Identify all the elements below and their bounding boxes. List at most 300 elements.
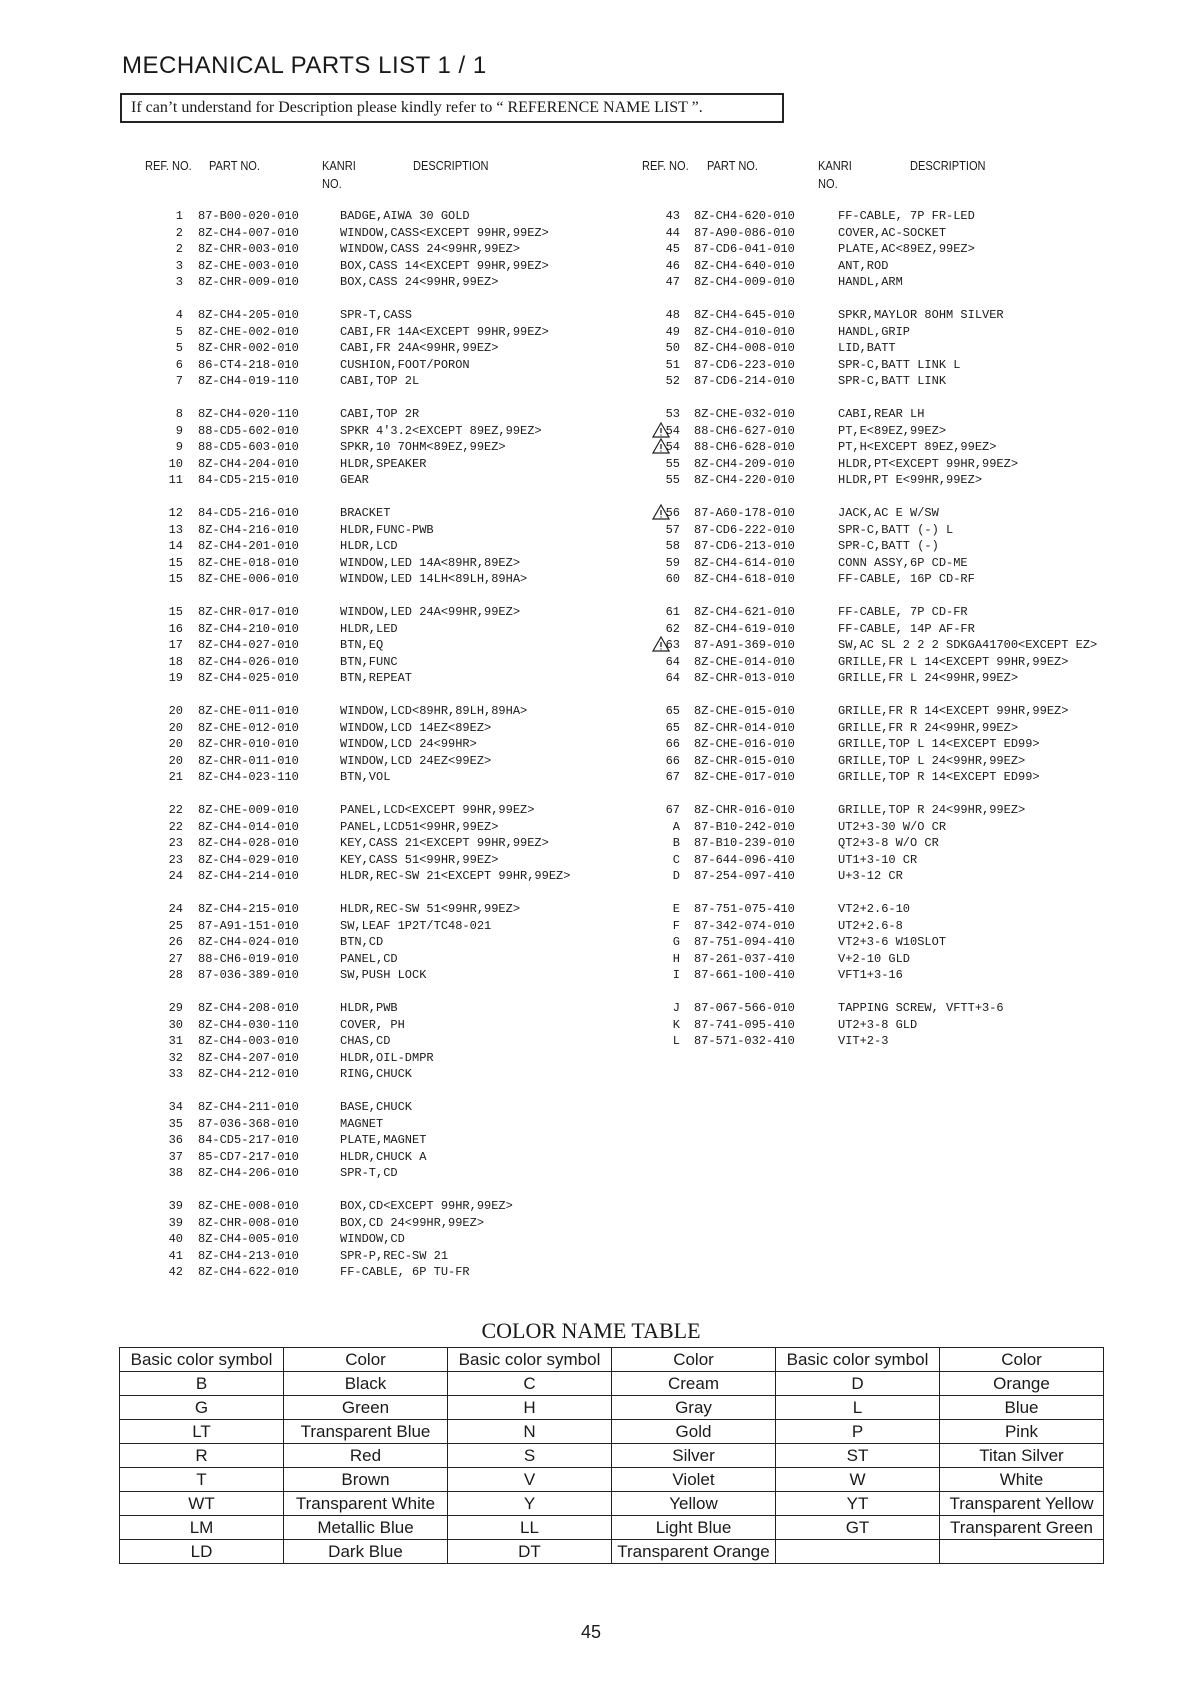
part-no: 8Z-CH4-019-110	[198, 374, 299, 388]
description: WINDOW,LED 14LH<89LH,89HA>	[340, 572, 528, 586]
part-no: 8Z-CH4-640-010	[694, 259, 795, 273]
parts-row	[0, 1248, 1182, 1264]
description: QT2+3-8 W/O CR	[838, 836, 939, 850]
part-no: 8Z-CHR-003-010	[198, 242, 299, 256]
ref-no: 55	[665, 457, 680, 471]
color-name-cell: Transparent Blue	[284, 1420, 448, 1444]
ref-no: 30	[168, 1018, 183, 1032]
ref-no: C	[672, 853, 680, 867]
part-no: 8Z-CH4-645-010	[694, 308, 795, 322]
ref-no: 65	[665, 704, 680, 718]
part-no: 8Z-CH4-620-010	[694, 209, 795, 223]
part-no: 8Z-CHR-008-010	[198, 1216, 299, 1230]
description: VIT+2-3	[838, 1034, 889, 1048]
header-color: Color	[612, 1348, 776, 1372]
part-no: 87-B10-242-010	[694, 820, 795, 834]
color-name-cell: Transparent Green	[940, 1516, 1104, 1540]
parts-row	[0, 1198, 1182, 1214]
ref-no: 50	[665, 341, 680, 355]
part-no: 8Z-CHR-002-010	[198, 341, 299, 355]
header-ref-no: REF. NO.	[642, 158, 689, 173]
color-name-cell: Silver	[612, 1444, 776, 1468]
part-no: 8Z-CH4-007-010	[198, 226, 299, 240]
color-table-row	[120, 1444, 1104, 1468]
description: PLATE,AC<89EZ,99EZ>	[838, 242, 975, 256]
color-name-cell: Cream	[612, 1372, 776, 1396]
color-symbol-cell: LL	[448, 1516, 612, 1540]
ref-no: 53	[665, 407, 680, 421]
description: CABI,TOP 2L	[340, 374, 420, 388]
parts-row	[0, 753, 1182, 769]
description: UT2+2.6-8	[838, 919, 903, 933]
description: BOX,CASS 14<EXCEPT 99HR,99EZ>	[340, 259, 549, 273]
parts-row	[0, 225, 1182, 241]
description: HLDR,FUNC-PWB	[340, 523, 434, 537]
part-no: 88-CH6-628-010	[694, 440, 795, 454]
part-no: 8Z-CH4-204-010	[198, 457, 299, 471]
description: WINDOW,CASS<EXCEPT 99HR,99EZ>	[340, 226, 549, 240]
part-no: 8Z-CH4-024-010	[198, 935, 299, 949]
ref-no: 39	[168, 1216, 183, 1230]
part-no: 8Z-CH4-023-110	[198, 770, 299, 784]
color-name-cell: Pink	[940, 1420, 1104, 1444]
description: FF-CABLE, 6P TU-FR	[340, 1265, 470, 1279]
description: GRILLE,FR L 14<EXCEPT 99HR,99EZ>	[838, 655, 1069, 669]
ref-no: 10	[168, 457, 183, 471]
part-no: 8Z-CH4-622-010	[198, 1265, 299, 1279]
parts-row	[0, 472, 1182, 488]
part-no: 8Z-CHE-003-010	[198, 259, 299, 273]
parts-row	[0, 637, 1182, 653]
ref-no: 20	[168, 754, 183, 768]
description: CABI,FR 14A<EXCEPT 99HR,99EZ>	[340, 325, 549, 339]
color-symbol-cell: LT	[120, 1420, 284, 1444]
ref-no: 32	[168, 1051, 183, 1065]
part-no: 86-CT4-218-010	[198, 358, 299, 372]
color-symbol-cell: L	[776, 1396, 940, 1420]
part-no: 87-CD6-214-010	[694, 374, 795, 388]
ref-no: 22	[168, 820, 183, 834]
color-table-row	[120, 1468, 1104, 1492]
description: VT2+2.6-10	[838, 902, 911, 916]
ref-no: 59	[665, 556, 680, 570]
part-no: 8Z-CH4-030-110	[198, 1018, 299, 1032]
parts-row	[0, 538, 1182, 554]
description: BASE,CHUCK	[340, 1100, 413, 1114]
parts-row	[0, 901, 1182, 917]
description: WINDOW,CD	[340, 1232, 405, 1246]
color-symbol-cell: C	[448, 1372, 612, 1396]
ref-no: 62	[665, 622, 680, 636]
parts-row	[0, 1215, 1182, 1231]
ref-no: 23	[168, 853, 183, 867]
color-table-row	[120, 1540, 1104, 1564]
color-name-cell: Brown	[284, 1468, 448, 1492]
color-symbol-cell: YT	[776, 1492, 940, 1516]
color-name-cell: Gold	[612, 1420, 776, 1444]
parts-row	[0, 1099, 1182, 1115]
color-name-cell: Violet	[612, 1468, 776, 1492]
part-no: 8Z-CHE-018-010	[198, 556, 299, 570]
header-description: DESCRIPTION	[413, 158, 489, 173]
ref-no: 38	[168, 1166, 183, 1180]
color-name-cell: Yellow	[612, 1492, 776, 1516]
ref-no: 67	[665, 770, 680, 784]
parts-row	[0, 1066, 1182, 1082]
description: SPR-C,BATT (-)	[838, 539, 939, 553]
description: BTN,EQ	[340, 638, 384, 652]
ref-no: 42	[168, 1265, 183, 1279]
ref-no: 26	[168, 935, 183, 949]
part-no: 87-261-037-410	[694, 952, 795, 966]
parts-row	[0, 307, 1182, 323]
ref-no: 11	[168, 473, 183, 487]
part-no: 8Z-CH4-009-010	[694, 275, 795, 289]
parts-row	[0, 934, 1182, 950]
ref-no: G	[672, 935, 680, 949]
part-no: 8Z-CHR-014-010	[694, 721, 795, 735]
parts-row	[0, 621, 1182, 637]
header-basic-color-symbol: Basic color symbol	[448, 1348, 612, 1372]
description: HANDL,ARM	[838, 275, 903, 289]
parts-row	[0, 835, 1182, 851]
part-no: 87-571-032-410	[694, 1034, 795, 1048]
ref-no: 4	[175, 308, 183, 322]
color-name-cell: Transparent Yellow	[940, 1492, 1104, 1516]
description: MAGNET	[340, 1117, 384, 1131]
ref-no: 49	[665, 325, 680, 339]
ref-no: 14	[168, 539, 183, 553]
description: BTN,VOL	[340, 770, 391, 784]
description: SW,LEAF 1P2T/TC48-021	[340, 919, 492, 933]
description: SPR-C,BATT LINK	[838, 374, 947, 388]
part-no: 8Z-CH4-205-010	[198, 308, 299, 322]
ref-no: 40	[168, 1232, 183, 1246]
part-no: 8Z-CHE-017-010	[694, 770, 795, 784]
part-no: 87-CD6-213-010	[694, 539, 795, 553]
ref-no: 5	[175, 341, 183, 355]
part-no: 88-CD5-603-010	[198, 440, 299, 454]
ref-no: 25	[168, 919, 183, 933]
header-color: Color	[940, 1348, 1104, 1372]
description: HLDR,SPEAKER	[340, 457, 427, 471]
ref-no: 17	[168, 638, 183, 652]
part-no: 8Z-CH4-025-010	[198, 671, 299, 685]
parts-row	[0, 571, 1182, 587]
part-no: 87-661-100-410	[694, 968, 795, 982]
description: HLDR,REC-SW 21<EXCEPT 99HR,99EZ>	[340, 869, 571, 883]
description: SPR-T,CD	[340, 1166, 398, 1180]
ref-no: 37	[168, 1150, 183, 1164]
description: COVER,AC-SOCKET	[838, 226, 947, 240]
color-name-cell: Metallic Blue	[284, 1516, 448, 1540]
ref-no: 54	[665, 440, 680, 454]
ref-no: 9	[175, 440, 183, 454]
part-no: 87-A90-086-010	[694, 226, 795, 240]
part-no: 87-644-096-410	[694, 853, 795, 867]
parts-row	[0, 604, 1182, 620]
ref-no: 48	[665, 308, 680, 322]
description: FF-CABLE, 7P FR-LED	[838, 209, 975, 223]
ref-no: 39	[168, 1199, 183, 1213]
part-no: 8Z-CHR-017-010	[198, 605, 299, 619]
color-name-cell: Dark Blue	[284, 1540, 448, 1564]
ref-no: 41	[168, 1249, 183, 1263]
part-no: 84-CD5-216-010	[198, 506, 299, 520]
part-no: 8Z-CHR-010-010	[198, 737, 299, 751]
description: FF-CABLE, 16P CD-RF	[838, 572, 975, 586]
part-no: 87-342-074-010	[694, 919, 795, 933]
part-no: 8Z-CH4-614-010	[694, 556, 795, 570]
ref-no: 31	[168, 1034, 183, 1048]
description: BOX,CD<EXCEPT 99HR,99EZ>	[340, 1199, 513, 1213]
ref-no: 64	[665, 671, 680, 685]
parts-row	[0, 522, 1182, 538]
description: FF-CABLE, 7P CD-FR	[838, 605, 968, 619]
color-name-cell: White	[940, 1468, 1104, 1492]
parts-row	[0, 918, 1182, 934]
description: HLDR,LED	[340, 622, 398, 636]
ref-no: 22	[168, 803, 183, 817]
part-no: 8Z-CHE-032-010	[694, 407, 795, 421]
color-name-cell: Orange	[940, 1372, 1104, 1396]
ref-no: 34	[168, 1100, 183, 1114]
parts-row	[0, 1116, 1182, 1132]
ref-no: 16	[168, 622, 183, 636]
part-no: 8Z-CH4-618-010	[694, 572, 795, 586]
ref-no: 13	[168, 523, 183, 537]
description: CABI,TOP 2R	[340, 407, 420, 421]
description: PANEL,LCD<EXCEPT 99HR,99EZ>	[340, 803, 535, 817]
ref-no: 33	[168, 1067, 183, 1081]
description: WINDOW,LCD 24<99HR>	[340, 737, 477, 751]
part-no: 87-B10-239-010	[694, 836, 795, 850]
ref-no: 52	[665, 374, 680, 388]
parts-row	[0, 456, 1182, 472]
description: RING,CHUCK	[340, 1067, 413, 1081]
part-no: 8Z-CH4-029-010	[198, 853, 299, 867]
parts-row	[0, 274, 1182, 290]
ref-no: 15	[168, 556, 183, 570]
description: SPKR,10 7OHM<89EZ,99EZ>	[340, 440, 506, 454]
parts-row	[0, 1264, 1182, 1280]
header-kanri: KANRI	[322, 158, 356, 173]
color-name-cell: Light Blue	[612, 1516, 776, 1540]
color-symbol-cell: P	[776, 1420, 940, 1444]
color-name-cell: Green	[284, 1396, 448, 1420]
ref-no: E	[672, 902, 680, 916]
color-symbol-cell: GT	[776, 1516, 940, 1540]
color-symbol-cell: V	[448, 1468, 612, 1492]
parts-row	[0, 373, 1182, 389]
part-no: 8Z-CH4-028-010	[198, 836, 299, 850]
part-no: 87-036-368-010	[198, 1117, 299, 1131]
parts-row	[0, 1033, 1182, 1049]
description: BOX,CASS 24<99HR,99EZ>	[340, 275, 499, 289]
color-symbol-cell: H	[448, 1396, 612, 1420]
part-no: 8Z-CH4-208-010	[198, 1001, 299, 1015]
description: WINDOW,LCD<89HR,89LH,89HA>	[340, 704, 528, 718]
part-no: 87-B00-020-010	[198, 209, 299, 223]
ref-no: 43	[665, 209, 680, 223]
ref-no: 29	[168, 1001, 183, 1015]
ref-no: 36	[168, 1133, 183, 1147]
color-name-cell: Red	[284, 1444, 448, 1468]
parts-row	[0, 241, 1182, 257]
parts-row	[0, 1017, 1182, 1033]
description: HLDR,PWB	[340, 1001, 398, 1015]
reference-note: If can’t understand for Description please kindly refer to “ REFERENCE NAME LIST ”.	[120, 93, 784, 123]
part-no: 8Z-CH4-014-010	[198, 820, 299, 834]
color-table-row	[120, 1420, 1104, 1444]
part-no: 8Z-CHE-009-010	[198, 803, 299, 817]
part-no: 84-CD5-217-010	[198, 1133, 299, 1147]
parts-row	[0, 802, 1182, 818]
color-name-cell: Transparent White	[284, 1492, 448, 1516]
header-kanri: KANRI	[818, 158, 852, 173]
header-basic-color-symbol: Basic color symbol	[776, 1348, 940, 1372]
parts-row	[0, 736, 1182, 752]
ref-no: F	[672, 919, 680, 933]
color-name-table	[119, 1347, 1104, 1564]
color-table-row	[120, 1396, 1104, 1420]
ref-no: 15	[168, 572, 183, 586]
ref-no: 12	[168, 506, 183, 520]
description: WINDOW,LCD 14EZ<89EZ>	[340, 721, 492, 735]
color-table-row	[120, 1516, 1104, 1540]
part-no: 87-A60-178-010	[694, 506, 795, 520]
ref-no: 57	[665, 523, 680, 537]
description: GRILLE,TOP L 24<99HR,99EZ>	[838, 754, 1026, 768]
ref-no: 20	[168, 737, 183, 751]
ref-no: 27	[168, 952, 183, 966]
description: CUSHION,FOOT/PORON	[340, 358, 470, 372]
ref-no: 61	[665, 605, 680, 619]
parts-row	[0, 258, 1182, 274]
header-kanri-no: NO.	[322, 176, 342, 191]
description: WINDOW,LED 24A<99HR,99EZ>	[340, 605, 521, 619]
part-no: 8Z-CHR-013-010	[694, 671, 795, 685]
part-no: 8Z-CHE-014-010	[694, 655, 795, 669]
part-no: 88-CH6-019-010	[198, 952, 299, 966]
part-no: 87-751-075-410	[694, 902, 795, 916]
description: HLDR,LCD	[340, 539, 398, 553]
ref-no: 23	[168, 836, 183, 850]
parts-row	[0, 1231, 1182, 1247]
color-table-row	[120, 1372, 1104, 1396]
ref-no: 5	[175, 325, 183, 339]
part-no: 8Z-CH4-027-010	[198, 638, 299, 652]
ref-no: 20	[168, 721, 183, 735]
description: PT,H<EXCEPT 89EZ,99EZ>	[838, 440, 997, 454]
ref-no: I	[672, 968, 680, 982]
color-symbol-cell: R	[120, 1444, 284, 1468]
ref-no: 54	[665, 424, 680, 438]
color-symbol-cell: D	[776, 1372, 940, 1396]
description: BTN,FUNC	[340, 655, 398, 669]
part-no: 87-067-566-010	[694, 1001, 795, 1015]
part-no: 8Z-CHE-008-010	[198, 1199, 299, 1213]
part-no: 87-751-094-410	[694, 935, 795, 949]
description: WINDOW,CASS 24<99HR,99EZ>	[340, 242, 521, 256]
description: CABI,REAR LH	[838, 407, 925, 421]
ref-no: 7	[175, 374, 183, 388]
description: JACK,AC E W/SW	[838, 506, 939, 520]
part-no: 8Z-CH4-220-010	[694, 473, 795, 487]
part-no: 8Z-CH4-212-010	[198, 1067, 299, 1081]
description: CONN ASSY,6P CD-ME	[838, 556, 968, 570]
description: GEAR	[340, 473, 369, 487]
ref-no: D	[672, 869, 680, 883]
ref-no: 24	[168, 869, 183, 883]
parts-row	[0, 703, 1182, 719]
description: HLDR,OIL-DMPR	[340, 1051, 434, 1065]
part-no: 8Z-CH4-005-010	[198, 1232, 299, 1246]
parts-row	[0, 1132, 1182, 1148]
ref-no: 66	[665, 737, 680, 751]
part-no: 8Z-CH4-020-110	[198, 407, 299, 421]
color-symbol-cell: DT	[448, 1540, 612, 1564]
part-no: 8Z-CH4-215-010	[198, 902, 299, 916]
description: SW,PUSH LOCK	[340, 968, 427, 982]
part-no: 87-036-389-010	[198, 968, 299, 982]
ref-no: 56	[665, 506, 680, 520]
parts-row	[0, 720, 1182, 736]
header-description: DESCRIPTION	[910, 158, 986, 173]
part-no: 8Z-CHE-012-010	[198, 721, 299, 735]
part-no: 8Z-CH4-008-010	[694, 341, 795, 355]
parts-row	[0, 423, 1182, 439]
ref-no: 15	[168, 605, 183, 619]
part-no: 8Z-CH4-010-010	[694, 325, 795, 339]
ref-no: 20	[168, 704, 183, 718]
description: BADGE,AIWA 30 GOLD	[340, 209, 470, 223]
part-no: 8Z-CHR-009-010	[198, 275, 299, 289]
part-no: 8Z-CH4-210-010	[198, 622, 299, 636]
description: COVER, PH	[340, 1018, 405, 1032]
color-name-cell: Black	[284, 1372, 448, 1396]
part-no: 8Z-CH4-214-010	[198, 869, 299, 883]
part-no: 88-CD5-602-010	[198, 424, 299, 438]
description: KEY,CASS 21<EXCEPT 99HR,99EZ>	[340, 836, 549, 850]
description: PT,E<89EZ,99EZ>	[838, 424, 947, 438]
parts-row	[0, 769, 1182, 785]
part-no: 87-CD6-223-010	[694, 358, 795, 372]
ref-no: 1	[175, 209, 183, 223]
part-no: 87-CD6-041-010	[694, 242, 795, 256]
description: HLDR,PT E<99HR,99EZ>	[838, 473, 983, 487]
description: VT2+3-6 W10SLOT	[838, 935, 947, 949]
parts-row	[0, 868, 1182, 884]
ref-no: H	[672, 952, 680, 966]
part-no: 85-CD7-217-010	[198, 1150, 299, 1164]
description: UT2+3-8 GLD	[838, 1018, 918, 1032]
ref-no: 58	[665, 539, 680, 553]
ref-no: 51	[665, 358, 680, 372]
ref-no: 28	[168, 968, 183, 982]
description: PANEL,CD	[340, 952, 398, 966]
parts-row	[0, 555, 1182, 571]
part-no: 8Z-CHE-006-010	[198, 572, 299, 586]
description: HANDL,GRIP	[838, 325, 911, 339]
part-no: 8Z-CH4-207-010	[198, 1051, 299, 1065]
description: V+2-10 GLD	[838, 952, 911, 966]
description: HLDR,PT<EXCEPT 99HR,99EZ>	[838, 457, 1019, 471]
header-part-no: PART NO.	[209, 158, 260, 173]
ref-no: 66	[665, 754, 680, 768]
ref-no: 64	[665, 655, 680, 669]
color-symbol-cell: ST	[776, 1444, 940, 1468]
